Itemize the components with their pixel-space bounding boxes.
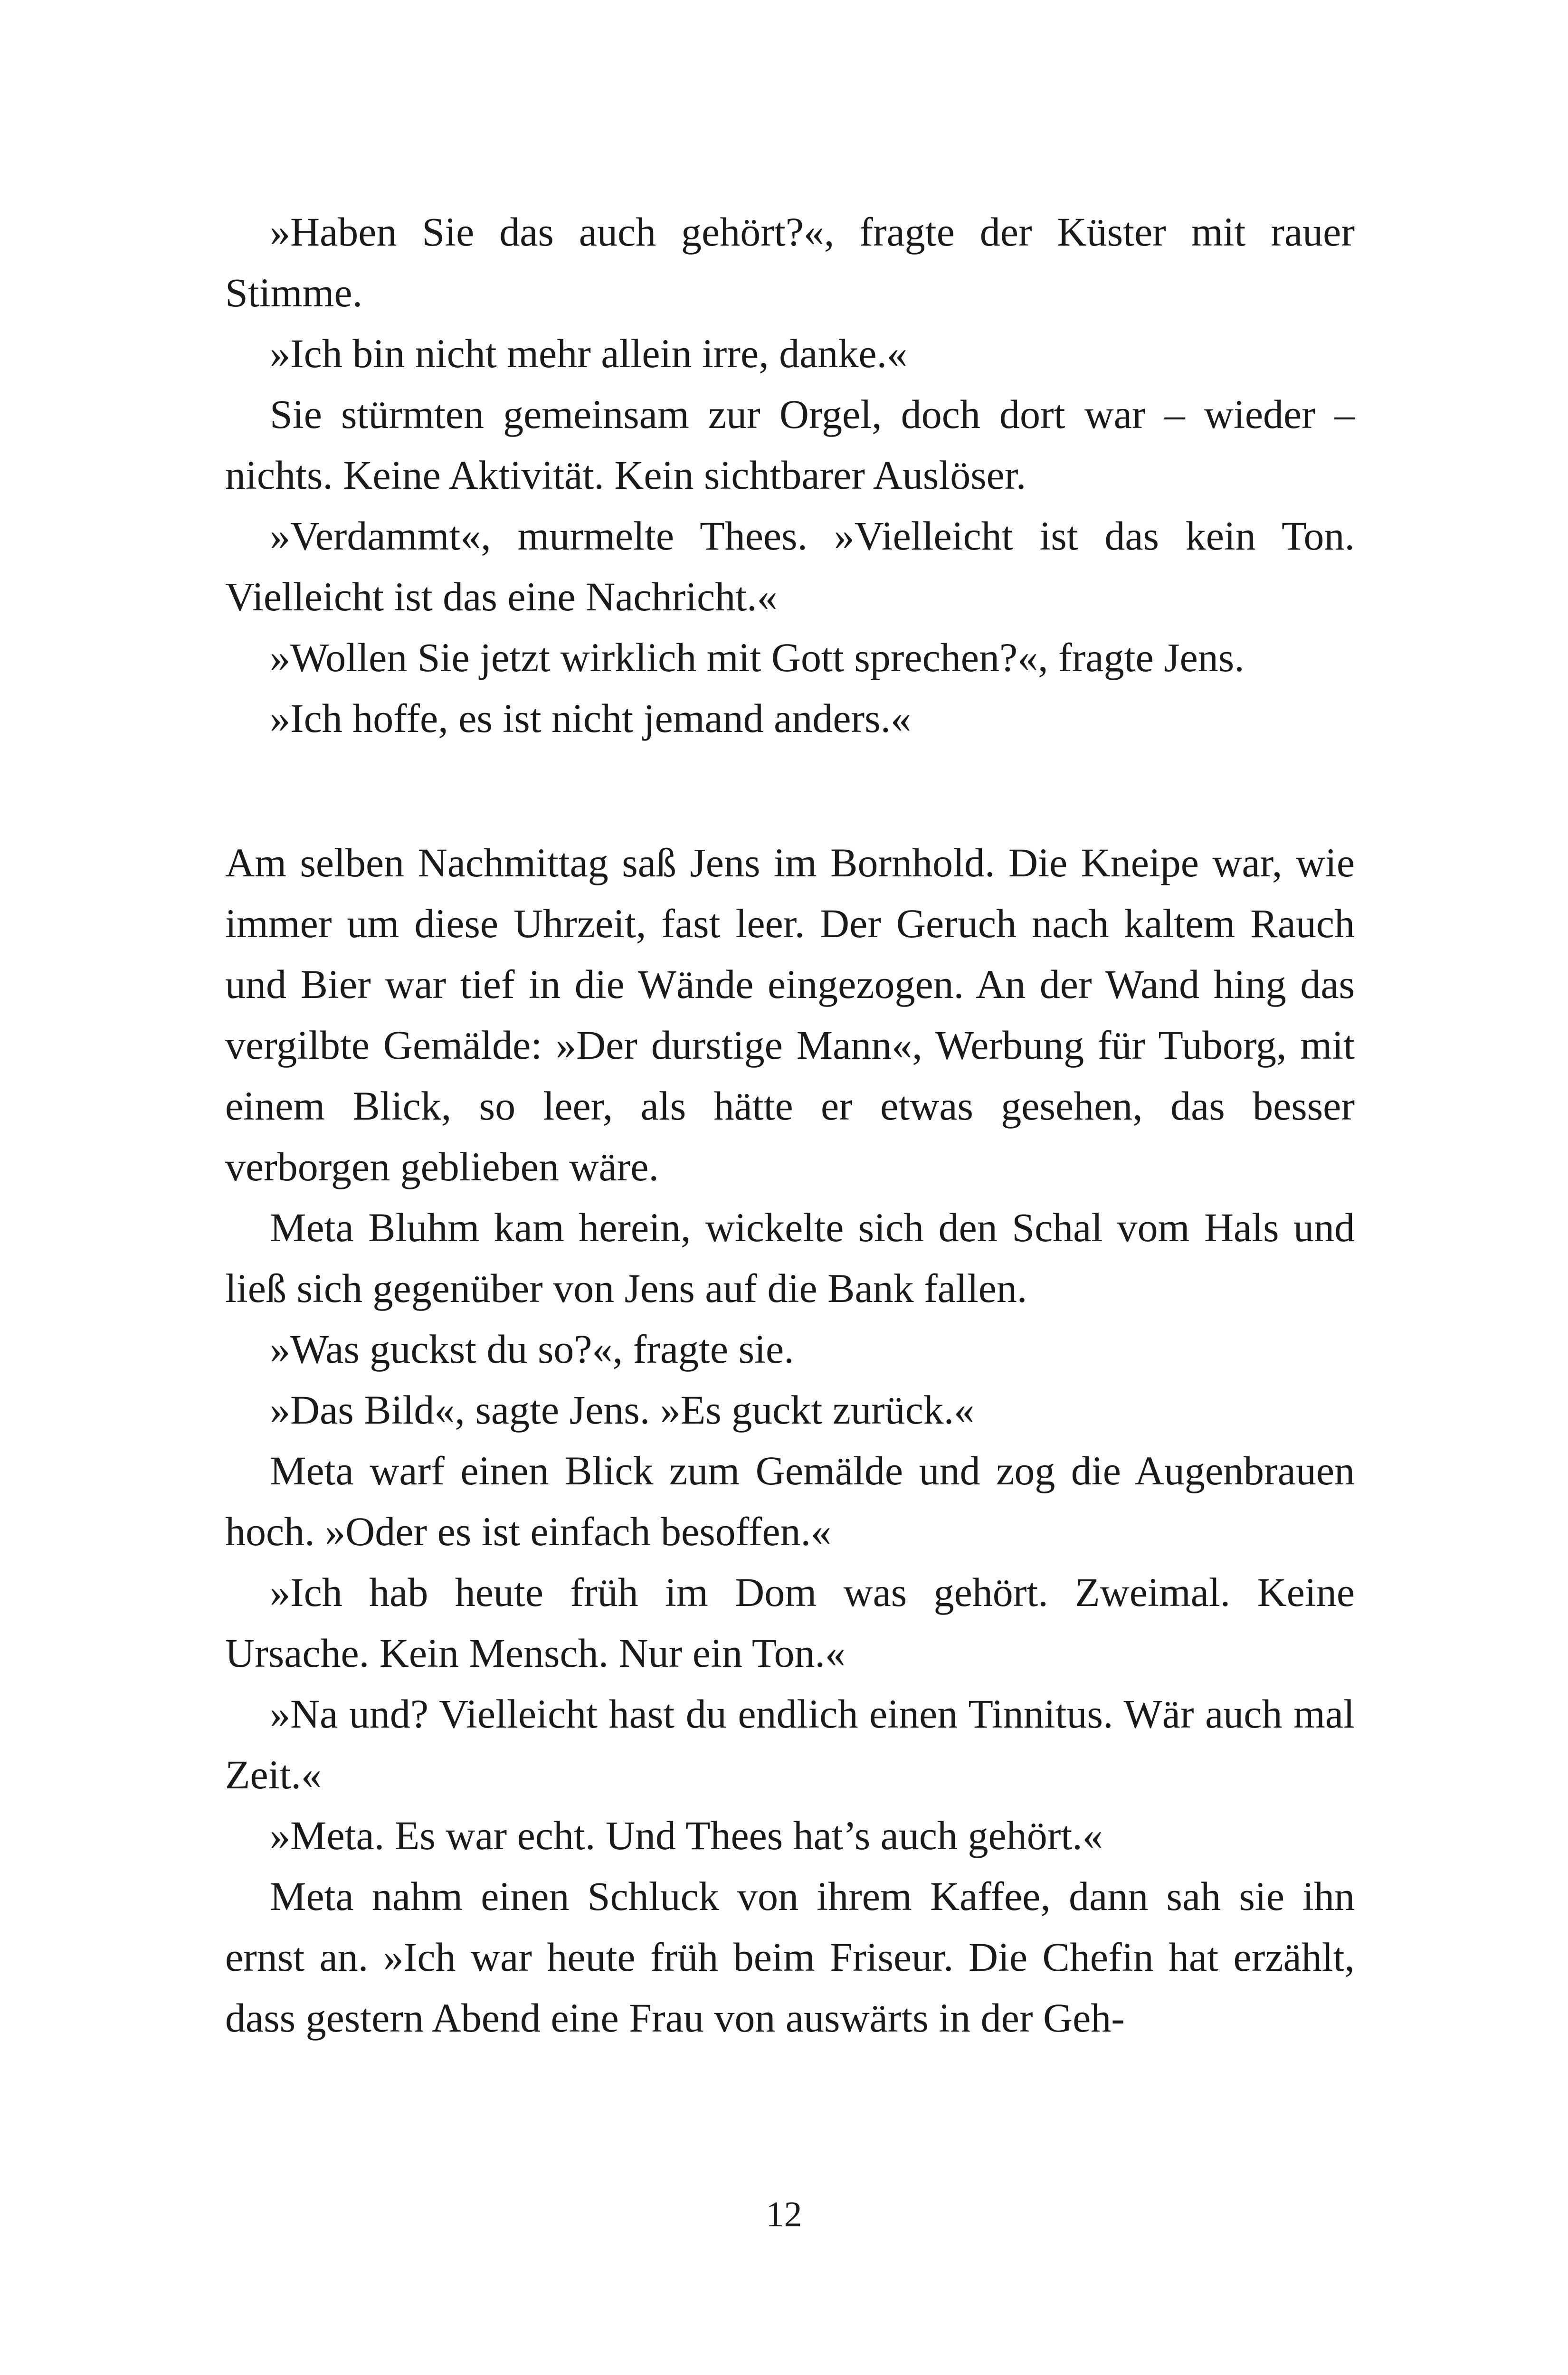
paragraph: Meta warf einen Blick zum Gemälde und zog die Augenbrauen hoch. »Oder es ist einfach besoffen.« — [225, 1448, 1355, 1554]
paragraph: »Verdammt«, murmelte Thees. »Vielleicht ist das kein Ton. Vielleicht ist das eine Nachricht.« — [225, 513, 1355, 619]
paragraph: Am selben Nachmittag saß Jens im Bornhold. Die Kneipe war, wie immer um diese Uhrzeit, fast leer. Der Geruch nach kaltem Rauch und Bier war tief in die Wände eingezogen. An der Wand hing das vergilbte Gemälde: »Der durstige Mann«, Werbung für Tuborg, mit einem Blick, so leer, als hätte er etwas gesehen, das besser verborgen geblieben wäre. — [225, 840, 1355, 1189]
paragraph: »Ich bin nicht mehr allein irre, danke.« — [270, 331, 908, 376]
paragraph: »Das Bild«, sagte Jens. »Es guckt zurück.« — [270, 1387, 975, 1433]
text-section-two — [225, 832, 1355, 2048]
paragraph: »Na und? Vielleicht hast du endlich einen Tinnitus. Wär auch mal Zeit.« — [225, 1691, 1355, 1797]
paragraph: Meta Bluhm kam herein, wickelte sich den Schal vom Hals und ließ sich gegenüber von Jens auf die Bank fallen. — [225, 1205, 1355, 1311]
paragraph: »Ich hoffe, es ist nicht jemand anders.« — [270, 695, 912, 741]
paragraph: Sie stürmten gemeinsam zur Orgel, doch dort war – wieder – nichts. Keine Aktivität. Kein sichtbarer Auslöser. — [225, 391, 1355, 498]
paragraph: Meta nahm einen Schluck von ihrem Kaffee, dann sah sie ihn ernst an. »Ich war heute früh beim Friseur. Die Chefin hat erzählt, dass gestern Abend eine Frau von auswärts in der Geh- — [225, 1873, 1355, 2041]
page-number: 12 — [766, 2194, 802, 2234]
paragraph: »Haben Sie das auch gehört?«, fragte der Küster mit rauer Stimme. — [225, 209, 1355, 315]
text-section-one — [225, 201, 1355, 749]
paragraph: »Wollen Sie jetzt wirklich mit Gott sprechen?«, fragte Jens. — [270, 635, 1245, 680]
paragraph: »Was guckst du so?«, fragte sie. — [270, 1326, 794, 1372]
paragraph: »Ich hab heute früh im Dom was gehört. Zweimal. Keine Ursache. Kein Mensch. Nur ein Ton.« — [225, 1569, 1355, 1676]
paragraph: »Meta. Es war echt. Und Thees hat’s auch gehört.« — [270, 1813, 1103, 1858]
